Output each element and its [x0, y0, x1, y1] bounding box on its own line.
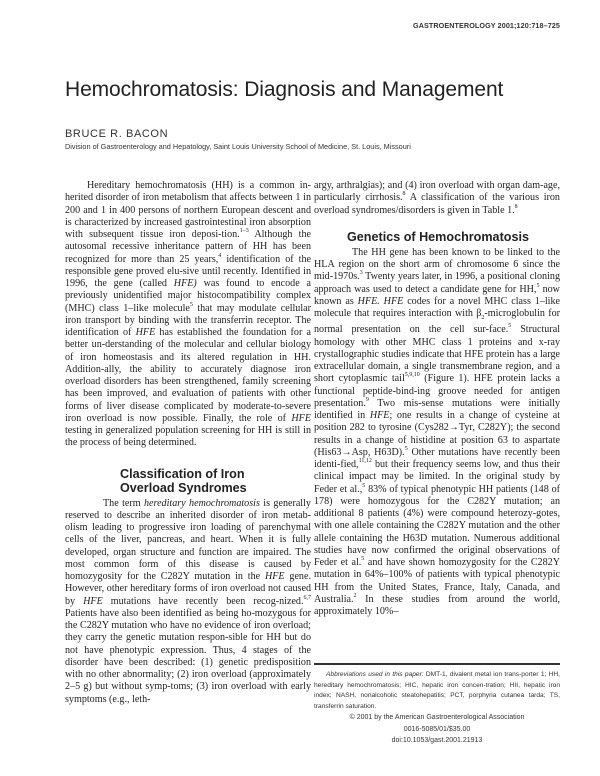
- text-run: Although the autosomal recessive inheritance pattern of HH has been recognized for more than 25 years,: [65, 229, 311, 265]
- italic-run: HFE: [264, 571, 285, 582]
- left-column: [65, 180, 311, 706]
- text-run: testing in generalized population screening for HH is still in the process of being determined.: [65, 425, 311, 449]
- text-run: codes for a novel MHC class 1–like molecule that requires interaction with β: [314, 295, 560, 319]
- citation-superscript: 8: [514, 203, 518, 210]
- footnote-divider: [314, 663, 560, 665]
- italic-run: HFE): [173, 278, 197, 289]
- citation-superscript: 3: [359, 270, 363, 277]
- italic-run: HFE. HFE: [357, 295, 404, 307]
- text-run: but their frequency seems low, and thus their clinical impact may be limited. In the original study by Feder et al.,: [314, 459, 560, 495]
- right-column: [314, 180, 560, 618]
- text-run: and have shown homozygosity for the C282Y mutation in 64%–100% of patients with typical phenotypic HH from the United States, France, Italy, Canada, and Australia.: [314, 557, 560, 605]
- citation-superscript: 11,12: [358, 458, 372, 465]
- journal-citation: GASTROENTEROLOGY 2001;120:718–725: [413, 21, 560, 30]
- text-run: Hereditary hemochromatosis (HH) is a common in-herited disorder of iron metabolism that affects between 1 in 200 and 1 in 400 persons of northern European descent and is characterized by increased gastrointestinal iron absorption with subsequent tissue iron deposi-tion.: [65, 180, 311, 240]
- text-run: has established the foundation for a better un-derstanding of the molecular and cellular biology of iron homeostasis and its altered regulation in HH. Addition-ally, the ability to accurately diagnose iron overload disorders has been strengthened, family screening has been improved, and evaluation of patients with other forms of liver disease complicated by moderate-to-severe iron overload is now possible. Finally, the role of: [65, 327, 311, 424]
- author-name: BRUCE R. BACON: [65, 128, 169, 140]
- text-run: was found to encode a previously unidentified major histocompatibility complex (MHC) class 1–like molecule: [65, 278, 311, 314]
- section-heading: Classification of Iron Overload Syndromes: [120, 466, 247, 495]
- subscript: 2: [481, 315, 485, 322]
- article-title: Hemochromatosis: Diagnosis and Management: [65, 78, 504, 101]
- section-heading: Genetics of Hemochromatosis: [347, 229, 529, 244]
- text-run: identification of the responsible gene proved elu-sive until recently. Identified in 1996, the gene (called: [65, 253, 311, 289]
- italic-run: HFE: [369, 410, 390, 422]
- text-run: Two mis-sense mutations were initially identified in: [314, 397, 560, 422]
- citation-superscript: 5: [536, 282, 540, 289]
- abbreviations-note: [314, 670, 560, 712]
- text-run: In these studies from around the world, approximately 10%–: [314, 593, 560, 618]
- text-run: that may modulate cellular iron transport by binding with the transferrin receptor. The identification of: [65, 302, 311, 338]
- citation-superscript: 1–3: [239, 228, 249, 234]
- issn: 0016-5085/01/$35.00: [403, 725, 471, 733]
- text-run: (Figure 1). HFE protein lacks a functional peptide-bind-ing groove needed for antigen presentation.: [314, 373, 560, 409]
- copyright: © 2001 by the American Gastroenterological Association: [349, 714, 525, 721]
- text-run: The HH gene has been known to be linked to the HLA region on the short arm of chromosome 6 since the mid-1970s.: [314, 246, 560, 283]
- citation-superscript: 8: [402, 191, 406, 198]
- text-run: Patients have also been identified as being ho-mozygous for the C282Y mutation who have no evidence of iron overload; they carry the genetic mutation respon-sible for HH but do not have phenotypic expression. Thus, 4 stages of the disorder have been described: (1) genetic predisposition with no other abnormality; (2) iron overload (approximately 2–5 g) but without symp-toms; (3) iron overload with early symptoms (e.g., leth-: [65, 607, 311, 705]
- text-run: is generally reserved to describe an inherited disorder of iron metab-olism leading to progressive iron loading of parenchymal cells of the liver, pancreas, and heart. When it is fully developed, organ structure and function are impaired. The most common form of this disease is caused by homozygosity for the C282Y mutation in the: [65, 497, 311, 582]
- citation-superscript: 2: [353, 592, 357, 599]
- author-affiliation: Division of Gastroenterology and Hepatology, Saint Louis University School of Medicine, St. Louis, Missouri: [65, 142, 411, 151]
- italic-run: HFE: [135, 327, 156, 338]
- citation-superscript: 5: [361, 556, 365, 563]
- citation-superscript: 5: [508, 323, 512, 330]
- abbreviations-text: DMT-1, divalent metal ion trans-porter 1; HH, hereditary hemochromatosis; HIC, hepatic iron concen-tration; HII, hepatic iron index; NASH, nonalcoholic steatohepatitis; PCT, porphyria cutanea tarda; TS, transferrin saturation.: [314, 671, 560, 710]
- citation-superscript: 5: [362, 482, 366, 489]
- text-run: Other mutations have recently been identi-fied,: [314, 446, 560, 471]
- italic-run: hereditary hemochromatosis: [143, 497, 260, 509]
- citation-superscript: 5: [404, 445, 408, 452]
- text-run: argy, arthralgias); and (4) iron overload with organ dam-age, particularly cirrhosis.: [314, 180, 560, 204]
- citation-superscript: 6,7: [303, 594, 311, 601]
- citation-superscript: 9: [365, 396, 369, 403]
- text-run: A classification of the various iron overload syndromes/disorders is given in Table 1.: [314, 192, 560, 216]
- body-paragraph: [314, 180, 560, 217]
- abbreviations-label: Abbreviations used in this paper:: [326, 671, 424, 678]
- italic-run: HFE: [291, 412, 311, 424]
- text-run: Twenty years later, in 1996, a positional cloning approach was used to detect a candidate gene for HH,: [314, 271, 560, 295]
- doi: doi:10.1053/gast.2001.21913: [391, 737, 483, 744]
- citation-superscript: 5: [189, 301, 193, 308]
- text-run: The term: [103, 497, 144, 509]
- text-run: Structural homology with other MHC class 1 proteins and x-ray crystallographic studies indicate that HFE protein has a large extracellular domain, a single transmembrane region, and a short cytoplasmic tail: [314, 324, 560, 385]
- italic-run: HFE: [83, 595, 103, 607]
- text-run: -microglobulin for normal presentation on the cell sur-face.: [314, 308, 560, 336]
- citation-superscript: 5,9,10: [404, 372, 420, 379]
- text-run: gene. However, other hereditary forms of iron overload not caused by: [65, 571, 311, 607]
- text-run: mutations have recently been recog-nized.: [102, 595, 304, 607]
- text-run: ; one results in a change of cysteine at position 282 to tyrosine (Cys282→Tyr, C282Y); the second results in a change of histidine at position 63 to aspartate (His63→Asp, H63D).: [314, 410, 560, 458]
- body-paragraph: [314, 247, 560, 619]
- body-paragraph: [65, 498, 311, 706]
- text-run: 83% of typical phenotypic HH patients (148 of 178) were homozygous for the C282Y mutation; an additional 8 patients (4%) were compound heterozy-gotes, with one allele containing the C282Y mutation and the other allele containing the H63D mutation. Numerous additional studies have now confirmed the original observations of Feder et al.: [314, 483, 560, 569]
- citation-superscript: 4: [218, 252, 222, 259]
- footnote: [314, 670, 560, 747]
- body-paragraph: [65, 180, 311, 450]
- text-run: now known as: [314, 283, 560, 307]
